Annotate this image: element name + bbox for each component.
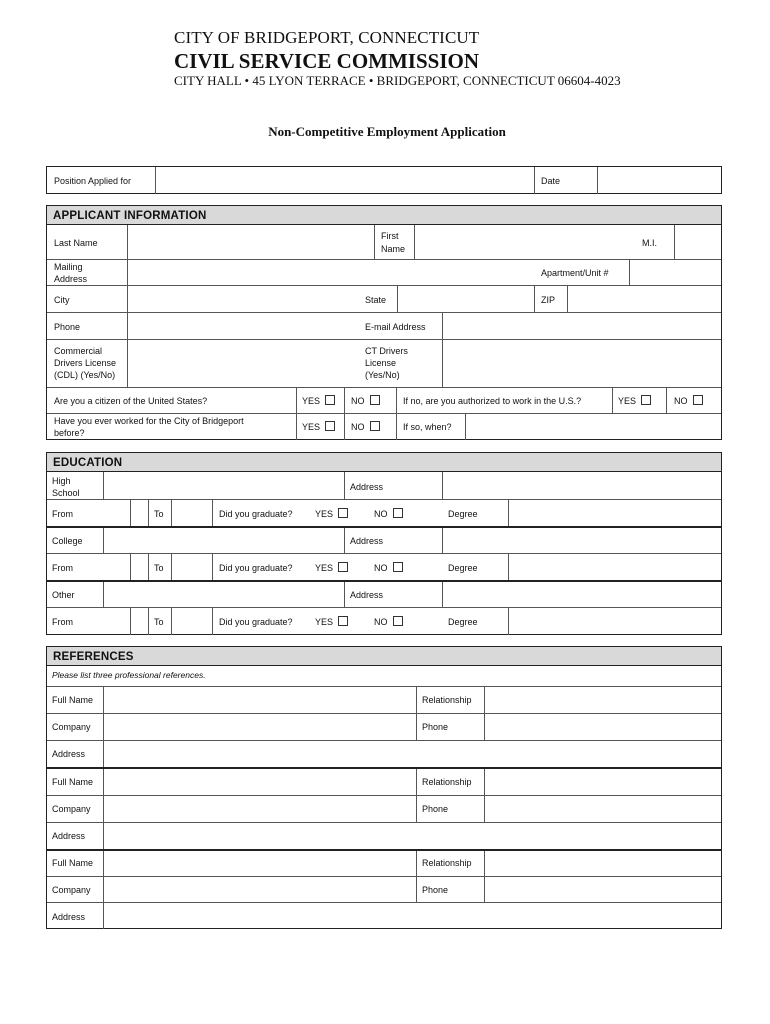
- high-school-to-label: To: [154, 509, 164, 519]
- apartment-label: Apartment/Unit #: [541, 268, 609, 278]
- position-field[interactable]: [156, 167, 534, 194]
- college-address-label: Address: [350, 536, 384, 546]
- citizen-no-checkbox[interactable]: [370, 395, 380, 405]
- city-field[interactable]: [128, 285, 358, 312]
- high-school-graduate-label: Did you graduate?: [219, 509, 293, 519]
- worked-no-label: NO: [351, 422, 365, 432]
- phone-label: Phone: [54, 322, 81, 332]
- email-label: E-mail Address: [365, 322, 426, 332]
- college-graduate-no[interactable]: [374, 562, 403, 574]
- other-no-checkbox[interactable]: [393, 616, 403, 626]
- authorized-yes[interactable]: [618, 395, 651, 407]
- high-school-degree-field[interactable]: [509, 499, 722, 526]
- worked-question-2: before?: [54, 428, 85, 438]
- ref2-relationship-field[interactable]: [485, 769, 722, 795]
- other-from-field[interactable]: [104, 607, 148, 635]
- authorized-question: If no, are you authorized to work in the U.S.?: [403, 396, 582, 406]
- other-address-field[interactable]: [443, 582, 722, 607]
- college-no-checkbox[interactable]: [393, 562, 403, 572]
- college-graduate-label: Did you graduate?: [219, 563, 293, 573]
- first-name-label-2: Name: [381, 244, 406, 254]
- other-field[interactable]: [104, 582, 344, 607]
- high-school-from-field[interactable]: [104, 499, 148, 526]
- authorized-no[interactable]: [674, 395, 703, 407]
- authorized-no-label: NO: [674, 396, 688, 406]
- high-school-graduate-yes[interactable]: [315, 508, 348, 520]
- authorized-yes-label: YES: [618, 396, 637, 406]
- mailing-address-field[interactable]: [128, 259, 528, 285]
- ref1-relationship-field[interactable]: [485, 686, 722, 713]
- ref1-phone-field[interactable]: [485, 713, 722, 740]
- college-yes-checkbox[interactable]: [338, 562, 348, 572]
- other-to-field[interactable]: [172, 607, 212, 635]
- form-title: Non-Competitive Employment Application: [268, 124, 506, 139]
- references-note: Please list three professional references.: [52, 670, 206, 680]
- ref1-phone-label: Phone: [422, 722, 449, 732]
- college-from-label: From: [52, 563, 73, 573]
- ref3-phone-label: Phone: [422, 885, 449, 895]
- ref3-company-field[interactable]: [104, 876, 416, 902]
- college-degree-label: Degree: [448, 563, 478, 573]
- worked-yes-checkbox[interactable]: [325, 421, 335, 431]
- worked-no[interactable]: [351, 421, 380, 433]
- college-graduate-yes[interactable]: [315, 562, 348, 574]
- worked-yes[interactable]: [302, 421, 335, 433]
- when-field[interactable]: [466, 413, 722, 440]
- high-school-degree-label: Degree: [448, 509, 478, 519]
- other-from-label: From: [52, 617, 73, 627]
- high-school-label-2: School: [52, 488, 80, 498]
- first-name-field[interactable]: [415, 225, 637, 259]
- position-section: [46, 166, 722, 194]
- college-from-field[interactable]: [104, 553, 148, 580]
- ct-license-label-3: (Yes/No): [365, 370, 400, 380]
- city-heading: CITY OF BRIDGEPORT, CONNECTICUT: [174, 28, 480, 47]
- apartment-field[interactable]: [630, 259, 722, 285]
- college-address-field[interactable]: [443, 528, 722, 553]
- high-school-label-1: High: [52, 476, 71, 486]
- mi-label: M.I.: [642, 238, 657, 248]
- zip-label: ZIP: [541, 295, 556, 305]
- citizen-yes-label: YES: [302, 396, 321, 406]
- other-yes-label: YES: [315, 617, 334, 627]
- commission-heading: CIVIL SERVICE COMMISSION: [174, 49, 479, 73]
- date-label: Date: [541, 176, 561, 186]
- references-heading: REFERENCES: [47, 647, 721, 666]
- other-label: Other: [52, 590, 75, 600]
- hs-no-checkbox[interactable]: [393, 508, 403, 518]
- ct-license-field[interactable]: [443, 339, 722, 387]
- citizen-yes-checkbox[interactable]: [325, 395, 335, 405]
- ref3-company-label: Company: [52, 885, 91, 895]
- authorized-no-checkbox[interactable]: [693, 395, 703, 405]
- other-yes-checkbox[interactable]: [338, 616, 348, 626]
- other-address-label: Address: [350, 590, 384, 600]
- citizen-yes[interactable]: [302, 395, 335, 407]
- ref1-company-field[interactable]: [104, 713, 416, 740]
- citizen-no-label: NO: [351, 396, 365, 406]
- ref3-relationship-label: Relationship: [422, 858, 472, 868]
- first-name-label-1: First: [381, 231, 399, 241]
- ref2-full-name-field[interactable]: [104, 769, 416, 795]
- last-name-label: Last Name: [54, 238, 98, 248]
- email-field[interactable]: [443, 312, 722, 339]
- other-no-label: NO: [374, 617, 388, 627]
- other-graduate-yes[interactable]: [315, 616, 348, 628]
- ref1-company-label: Company: [52, 722, 91, 732]
- applicant-section: [46, 205, 722, 440]
- education-section: [46, 452, 722, 635]
- other-graduate-no[interactable]: [374, 616, 403, 628]
- college-degree-field[interactable]: [509, 553, 722, 580]
- citizen-question: Are you a citizen of the United States?: [54, 396, 208, 406]
- cdl-label-3: (CDL) (Yes/No): [54, 370, 116, 380]
- high-school-address-field[interactable]: [443, 472, 722, 499]
- zip-field[interactable]: [568, 285, 722, 312]
- ref1-full-name-label: Full Name: [52, 695, 94, 705]
- other-degree-label: Degree: [448, 617, 478, 627]
- ref3-address-label: Address: [52, 912, 86, 922]
- when-question: If so, when?: [403, 422, 452, 432]
- ct-license-label-1: CT Drivers: [365, 346, 408, 356]
- applicant-heading: APPLICANT INFORMATION: [47, 206, 721, 225]
- mailing-label-1: Mailing: [54, 262, 83, 272]
- ref2-company-field[interactable]: [104, 795, 416, 822]
- education-heading: EDUCATION: [47, 453, 721, 472]
- ref1-address-label: Address: [52, 749, 86, 759]
- date-field[interactable]: [598, 167, 722, 194]
- ref2-full-name-label: Full Name: [52, 777, 94, 787]
- state-label: State: [365, 295, 387, 305]
- position-label: Position Applied for: [54, 176, 132, 186]
- references-section: [46, 646, 722, 929]
- ref3-full-name-label: Full Name: [52, 858, 94, 868]
- ref3-full-name-field[interactable]: [104, 851, 416, 876]
- authorized-yes-checkbox[interactable]: [641, 395, 651, 405]
- mailing-label-2: Address: [54, 274, 88, 284]
- ref1-relationship-label: Relationship: [422, 695, 472, 705]
- other-degree-field[interactable]: [509, 607, 722, 635]
- citizen-no[interactable]: [351, 395, 380, 407]
- high-school-graduate-no[interactable]: [374, 508, 403, 520]
- college-to-label: To: [154, 563, 164, 573]
- high-school-from-label: From: [52, 509, 73, 519]
- ref2-relationship-label: Relationship: [422, 777, 472, 787]
- ref1-full-name-field[interactable]: [104, 686, 416, 713]
- ref2-address-field[interactable]: [104, 822, 722, 849]
- state-field[interactable]: [398, 285, 534, 312]
- worked-yes-label: YES: [302, 422, 321, 432]
- college-to-field[interactable]: [172, 553, 212, 580]
- phone-field[interactable]: [128, 312, 358, 339]
- city-label: City: [54, 295, 70, 305]
- office-address: CITY HALL • 45 LYON TERRACE • BRIDGEPORT, CONNECTICUT 06604-4023: [174, 73, 621, 88]
- cdl-label-1: Commercial: [54, 346, 103, 356]
- ref3-address-field[interactable]: [104, 902, 722, 929]
- ct-license-label-2: License: [365, 358, 397, 368]
- college-yes-label: YES: [315, 563, 334, 573]
- worked-no-checkbox[interactable]: [370, 421, 380, 431]
- hs-yes-checkbox[interactable]: [338, 508, 348, 518]
- other-graduate-label: Did you graduate?: [219, 617, 293, 627]
- hs-yes-label: YES: [315, 509, 334, 519]
- high-school-to-field[interactable]: [172, 499, 212, 526]
- last-name-field[interactable]: [128, 225, 374, 259]
- college-field[interactable]: [104, 528, 344, 553]
- ref3-phone-field[interactable]: [485, 876, 722, 902]
- ref2-phone-field[interactable]: [485, 795, 722, 822]
- other-to-label: To: [154, 617, 164, 627]
- mi-field[interactable]: [675, 225, 722, 259]
- high-school-field[interactable]: [104, 472, 344, 499]
- cdl-label-2: Drivers License: [54, 358, 117, 368]
- ref3-relationship-field[interactable]: [485, 851, 722, 876]
- ref1-address-field[interactable]: [104, 740, 722, 767]
- cdl-field[interactable]: [128, 339, 358, 387]
- ref2-address-label: Address: [52, 831, 86, 841]
- hs-no-label: NO: [374, 509, 388, 519]
- ref2-company-label: Company: [52, 804, 91, 814]
- college-label: College: [52, 536, 83, 546]
- ref2-phone-label: Phone: [422, 804, 449, 814]
- college-no-label: NO: [374, 563, 388, 573]
- high-school-address-label: Address: [350, 482, 384, 492]
- worked-question-1: Have you ever worked for the City of Bridgeport: [54, 416, 244, 426]
